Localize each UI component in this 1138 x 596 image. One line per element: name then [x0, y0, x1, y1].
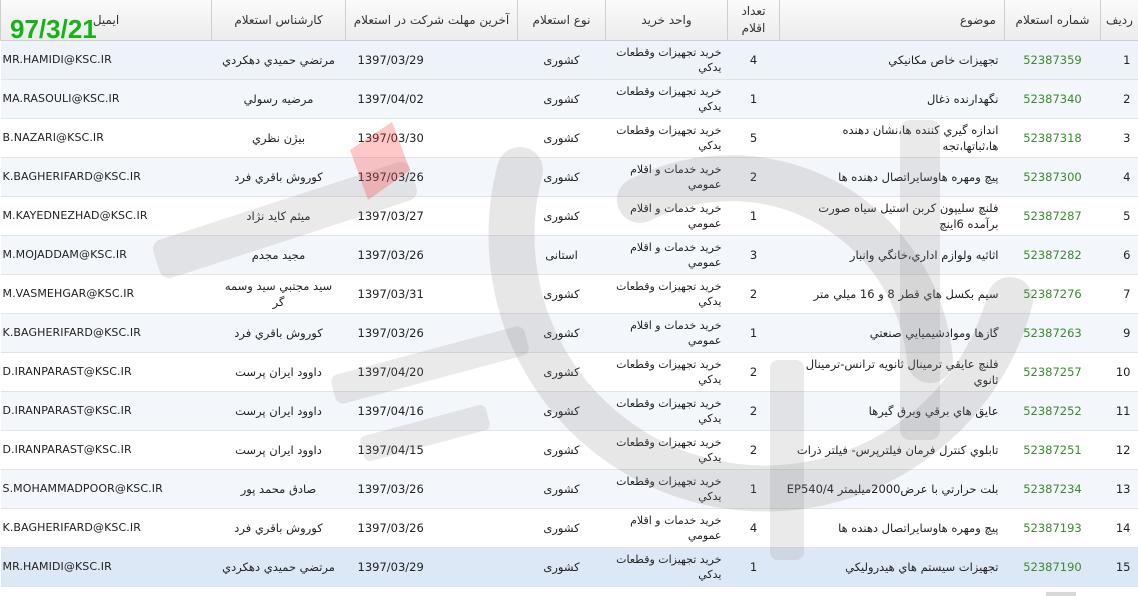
expert-name: مرتضي حميدي دهکردي — [212, 41, 346, 80]
header-qty[interactable]: تعداد اقلام — [728, 0, 780, 41]
table-header — [1, 0, 1138, 41]
table-row[interactable] — [1, 236, 1138, 275]
item-count: 1 — [728, 197, 780, 236]
expert-email[interactable]: M.KAYEDNEZHAD@KSC.IR — [1, 197, 212, 236]
item-count: 4 — [728, 41, 780, 80]
inquiry-number[interactable]: 52387252 — [1005, 392, 1101, 431]
row-index: 4 — [1101, 158, 1138, 197]
deadline-date: 1397/03/31 — [346, 275, 518, 314]
expert-email[interactable]: K.BAGHERIFARD@KSC.IR — [1, 509, 212, 548]
purchase-unit: خريد تجهيزات وقطعات يدکي — [606, 119, 728, 158]
subject: تجهيزات خاص مکانيکي — [780, 41, 1005, 80]
expert-name: بيژن نظري — [212, 119, 346, 158]
expert-name: داوود ايران پرست — [212, 392, 346, 431]
expert-name: مجيد مجدم — [212, 236, 346, 275]
header-expert[interactable]: کارشناس استعلام — [212, 0, 346, 41]
deadline-date: 1397/03/26 — [346, 314, 518, 353]
inquiry-type: کشوری — [518, 431, 606, 470]
date-stamp: 97/3/21 — [10, 14, 97, 44]
subject: عايق هاي برقي وبرق گيرها — [780, 392, 1005, 431]
item-count: 4 — [728, 509, 780, 548]
deadline-date: 1397/04/15 — [346, 431, 518, 470]
item-count: 2 — [728, 158, 780, 197]
inquiry-number[interactable]: 52387318 — [1005, 119, 1101, 158]
inquiry-number[interactable]: 52387276 — [1005, 275, 1101, 314]
expert-email[interactable]: D.IRANPARAST@KSC.IR — [1, 392, 212, 431]
inquiry-type: کشوری — [518, 509, 606, 548]
row-index: 12 — [1101, 431, 1138, 470]
inquiry-number[interactable]: 52387300 — [1005, 158, 1101, 197]
subject: فلنچ سليپون کربن استيل سياه صورت برآمده 6اينچ — [780, 197, 1005, 236]
expert-email[interactable]: S.MOHAMMADPOOR@KSC.IR — [1, 470, 212, 509]
item-count: 2 — [728, 353, 780, 392]
inquiry-number[interactable]: 52387234 — [1005, 470, 1101, 509]
item-count: 1 — [728, 80, 780, 119]
subject: پيچ ومهره هاوسايراتصال دهنده ها — [780, 158, 1005, 197]
row-index: 14 — [1101, 509, 1138, 548]
purchase-unit: خريد تجهيزات وقطعات يدکي — [606, 470, 728, 509]
inquiry-type: استانی — [518, 236, 606, 275]
expert-name: داوود ايران پرست — [212, 353, 346, 392]
row-index: 10 — [1101, 353, 1138, 392]
purchase-unit: خريد تجهيزات وقطعات يدکي — [606, 431, 728, 470]
row-index: 2 — [1101, 80, 1138, 119]
table-row[interactable] — [1, 119, 1138, 158]
table-row[interactable] — [1, 548, 1138, 587]
table-row[interactable] — [1, 470, 1138, 509]
deadline-date: 1397/03/26 — [346, 509, 518, 548]
table-row[interactable] — [1, 392, 1138, 431]
row-index: 6 — [1101, 236, 1138, 275]
header-type[interactable]: نوع استعلام — [518, 0, 606, 41]
item-count: 1 — [728, 470, 780, 509]
expert-name: کوروش باقري فرد — [212, 314, 346, 353]
deadline-date: 1397/03/30 — [346, 119, 518, 158]
expert-name: کوروش باقري فرد — [212, 158, 346, 197]
row-index: 7 — [1101, 275, 1138, 314]
subject: تابلوي کنترل فرمان فيلترپرس- فيلتر ذرات — [780, 431, 1005, 470]
header-index[interactable]: ردیف — [1101, 0, 1138, 41]
row-index: 5 — [1101, 197, 1138, 236]
expert-email[interactable]: D.IRANPARAST@KSC.IR — [1, 431, 212, 470]
inquiry-number[interactable]: 52387251 — [1005, 431, 1101, 470]
row-index: 11 — [1101, 392, 1138, 431]
deadline-date: 1397/03/29 — [346, 41, 518, 80]
inquiry-number[interactable]: 52387190 — [1005, 548, 1101, 587]
header-subject[interactable]: موضوع — [780, 0, 1005, 41]
row-index: 1 — [1101, 41, 1138, 80]
item-count: 5 — [728, 119, 780, 158]
purchase-unit: خريد تجهيزات وقطعات يدکي — [606, 41, 728, 80]
inquiry-type: کشوری — [518, 41, 606, 80]
inquiry-number[interactable]: 52387263 — [1005, 314, 1101, 353]
subject: اندازه گيري کننده ها،نشان دهنده ها،ثباتها،تجه — [780, 119, 1005, 158]
expert-email[interactable]: M.MOJADDAM@KSC.IR — [1, 236, 212, 275]
inquiry-number[interactable]: 52387193 — [1005, 509, 1101, 548]
expert-name: داوود ايران پرست — [212, 431, 346, 470]
expert-email[interactable]: K.BAGHERIFARD@KSC.IR — [1, 314, 212, 353]
deadline-date: 1397/04/16 — [346, 392, 518, 431]
inquiry-number[interactable]: 52387359 — [1005, 41, 1101, 80]
expert-email[interactable]: MR.HAMIDI@KSC.IR — [1, 41, 212, 80]
item-count: 1 — [728, 548, 780, 587]
table-body — [1, 41, 1138, 587]
subject: پيچ ومهره هاوسايراتصال دهنده ها — [780, 509, 1005, 548]
expert-name: مرضيه رسولي — [212, 80, 346, 119]
inquiry-type: کشوری — [518, 353, 606, 392]
table-row[interactable] — [1, 509, 1138, 548]
inquiry-type: کشوری — [518, 470, 606, 509]
item-count: 1 — [728, 314, 780, 353]
item-count: 3 — [728, 236, 780, 275]
subject: نگهدارنده ذغال — [780, 80, 1005, 119]
table-row[interactable] — [1, 80, 1138, 119]
deadline-date: 1397/04/20 — [346, 353, 518, 392]
expert-name: مرتضي حميدي دهکردي — [212, 548, 346, 587]
table-row[interactable] — [1, 314, 1138, 353]
inquiry-type: کشوری — [518, 548, 606, 587]
header-number[interactable]: شماره استعلام — [1005, 0, 1101, 41]
expert-name: صادق محمد پور — [212, 470, 346, 509]
expert-email[interactable]: M.VASMEHGAR@KSC.IR — [1, 275, 212, 314]
table-row[interactable] — [1, 197, 1138, 236]
subject: فلنچ عايقي ترمينال ثانويه ترانس-ترمينال ثانوي — [780, 353, 1005, 392]
purchase-unit: خريد تجهيزات وقطعات يدکي — [606, 548, 728, 587]
purchase-unit: خريد خدمات و اقلام عمومي — [606, 314, 728, 353]
header-deadline[interactable]: آخرین مهلت شرکت در استعلام — [346, 0, 518, 41]
header-unit[interactable]: واحد خرید — [606, 0, 728, 41]
inquiry-number[interactable]: 52387282 — [1005, 236, 1101, 275]
horizontal-scrollbar[interactable] — [1046, 592, 1076, 596]
inquiry-type: کشوری — [518, 392, 606, 431]
item-count: 2 — [728, 392, 780, 431]
inquiry-type: کشوری — [518, 275, 606, 314]
row-index: 15 — [1101, 548, 1138, 587]
item-count: 2 — [728, 275, 780, 314]
subject: تجهيزات سيستم هاي هيدروليکي — [780, 548, 1005, 587]
item-count: 2 — [728, 431, 780, 470]
table-row[interactable] — [1, 353, 1138, 392]
expert-email[interactable]: MR.HAMIDI@KSC.IR — [1, 548, 212, 587]
deadline-date: 1397/03/27 — [346, 197, 518, 236]
table-row[interactable] — [1, 275, 1138, 314]
expert-email[interactable]: B.NAZARI@KSC.IR — [1, 119, 212, 158]
deadline-date: 1397/03/26 — [346, 236, 518, 275]
deadline-date: 1397/03/29 — [346, 548, 518, 587]
purchase-unit: خريد تجهيزات وقطعات يدکي — [606, 80, 728, 119]
subject: بلت حرارتي با عرض2000ميليمتر EP540/4 — [780, 470, 1005, 509]
inquiry-number[interactable]: 52387287 — [1005, 197, 1101, 236]
inquiry-type: کشوری — [518, 119, 606, 158]
inquiry-number[interactable]: 52387257 — [1005, 353, 1101, 392]
expert-email[interactable]: MA.RASOULI@KSC.IR — [1, 80, 212, 119]
subject: سيم بکسل هاي قطر 8 و 16 ميلي متر — [780, 275, 1005, 314]
purchase-unit: خريد خدمات و اقلام عمومي — [606, 158, 728, 197]
table-row[interactable] — [1, 41, 1138, 80]
purchase-unit: خريد تجهيزات وقطعات يدکي — [606, 353, 728, 392]
inquiry-type: کشوری — [518, 197, 606, 236]
inquiry-type: کشوری — [518, 314, 606, 353]
purchase-unit: خريد خدمات و اقلام عمومي — [606, 236, 728, 275]
table-row[interactable] — [1, 158, 1138, 197]
table-row[interactable] — [1, 431, 1138, 470]
row-index: 9 — [1101, 314, 1138, 353]
expert-email[interactable]: K.BAGHERIFARD@KSC.IR — [1, 158, 212, 197]
purchase-unit: خريد تجهيزات وقطعات يدکي — [606, 392, 728, 431]
deadline-date: 1397/04/02 — [346, 80, 518, 119]
purchase-unit: خريد خدمات و اقلام عمومي — [606, 509, 728, 548]
inquiry-type: کشوری — [518, 80, 606, 119]
row-index: 13 — [1101, 470, 1138, 509]
purchase-unit: خريد خدمات و اقلام عمومي — [606, 197, 728, 236]
subject: گازها وموادشيميايي صنعتي — [780, 314, 1005, 353]
deadline-date: 1397/03/26 — [346, 470, 518, 509]
expert-name: سيد مجتبي سيد وسمه گر — [212, 275, 346, 314]
inquiry-number[interactable]: 52387340 — [1005, 80, 1101, 119]
expert-email[interactable]: D.IRANPARAST@KSC.IR — [1, 353, 212, 392]
header-email[interactable]: ایمیل — [1, 0, 212, 41]
deadline-date: 1397/03/26 — [346, 158, 518, 197]
expert-name: ميثم کايد نژاد — [212, 197, 346, 236]
expert-name: کوروش باقري فرد — [212, 509, 346, 548]
subject: اثاثيه ولوازم اداري،خانگي وانبار — [780, 236, 1005, 275]
purchase-unit: خريد تجهيزات وقطعات يدکي — [606, 275, 728, 314]
inquiry-type: کشوری — [518, 158, 606, 197]
row-index: 3 — [1101, 119, 1138, 158]
